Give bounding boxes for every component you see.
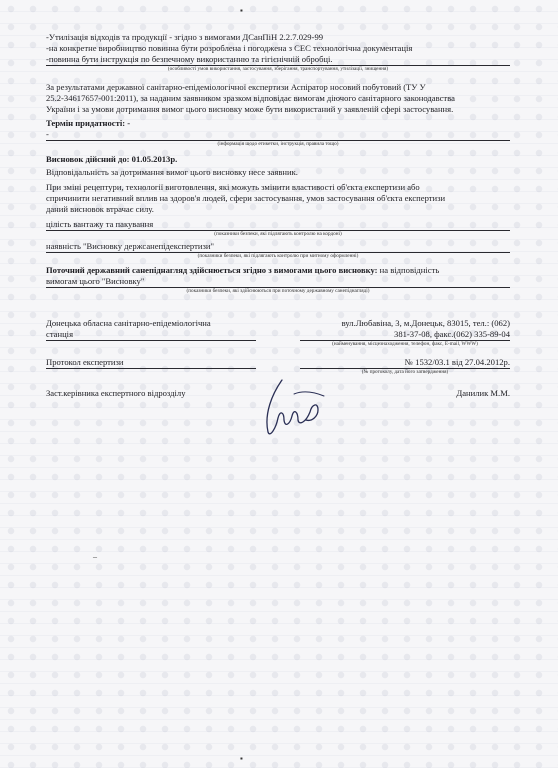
results-paragraph [46,82,510,115]
change-line-1: При зміні рецептури, технології виготовлення, які можуть змінити властивості об'єкта експертизи або [46,182,420,192]
supervision-rest: на відповідність [377,265,440,275]
org-address-line-1: вул.Любавіна, 3, м.Донецьк, 83015, тел.: (062) [341,318,510,328]
validity-section [46,154,510,178]
results-line-1: За результатами державної санітарно-епідеміологічної експертизи Аспіратор носовий побутовий (ТУ У [46,82,426,92]
deputy-label: Заст.керівника експертного відрозділу [46,388,186,398]
org-name-line-1: Донецька обласна санітарно-епідеміологічна [46,318,211,328]
supervision-line-1 [46,265,510,276]
caption-protocol: (№ протоколу, дата його затвердження) [361,369,449,375]
dash-mark: – [93,552,97,561]
supervision-line-2: вимогам цього "Висновку" [46,276,510,288]
supervision-section [46,265,510,294]
presence-line: наявність "Висновку держсанепідекспертизи" [46,241,510,253]
term-label: Термін придатності: - [46,118,131,128]
caption-conditions: (особливості умов використання, застосування, зберігання, транспортування, утилізації, знищення) [167,66,389,72]
protocol-value: № 1532/03.1 від 27.04.2012р. [300,357,510,369]
responsibility: Відповідальність за дотримання вимог цього висновку несе заявник. [46,167,298,177]
valid-until: Висновок дійсний до: 01.05.2013р. [46,154,178,164]
term-dash: - [46,129,510,141]
integrity-line: цілість вантажу та пакування [46,219,510,231]
org-address [300,318,510,347]
customs-control [46,241,510,259]
condition-line-2: -на конкретне виробництво повинна бути розроблена і погоджена з СЕС технологічна документація [46,43,413,53]
supervision-bold: Поточний державний санепіднагляд здійснюється згідно з вимогами цього висновку: [46,265,378,275]
protocol-label-block [46,357,256,369]
protocol-value-block [300,357,510,375]
org-name-line-2: станція [46,329,256,341]
org-address-line-2: 381-37-08, факс.(062) 335-89-04 [300,329,510,341]
caption-current: (показники безпеки, які здійснюються при поточному державному санепіднагляді) [186,288,370,294]
signature-icon [254,374,334,444]
results-line-2: 25.2-34617657-001:2011), за наданим заявником зразком відповідає вимогам діючого санітарного законодавства [46,93,455,103]
term-section [46,118,510,147]
caption-address: (найменування, місцезнаходження, телефон, факс, E-mail, WWW) [332,341,478,347]
caption-market: (показники безпеки, які підлягають контролю при митному оформленні) [197,253,359,259]
change-line-3: даний висновок втрачає силу. [46,204,154,214]
change-line-2: спричинити негативний вплив на здоров'я людей, сфери застосування, умов застосування об'єкта експертизи [46,193,446,203]
usage-conditions [46,32,510,72]
condition-line-3: -повинна бути інструкція по безпечному використанню та гігієнічній обробці. [46,54,510,66]
protocol-label: Протокол експертизи [46,357,256,369]
results-line-3: України і за умови дотримання вимог цього висновку може бути використаний у заявленій сфері застосування. [46,104,454,114]
deputy-name: Данилик М.М. [456,388,510,398]
caption-info: (інформація щодо етикетки, інструкція, правила тощо) [217,141,339,147]
bottom-mark: ▪ [240,754,243,763]
caption-border: (показники безпеки, які підлягають контролю на кордоні) [214,231,342,237]
condition-line-1: -Утилізація відходів та продукції - згідно з вимогами ДСанПіН 2.2.7.029-99 [46,32,324,42]
top-mark: ▪ [240,6,243,15]
border-control [46,219,510,237]
change-paragraph [46,182,510,215]
org-name [46,318,256,341]
